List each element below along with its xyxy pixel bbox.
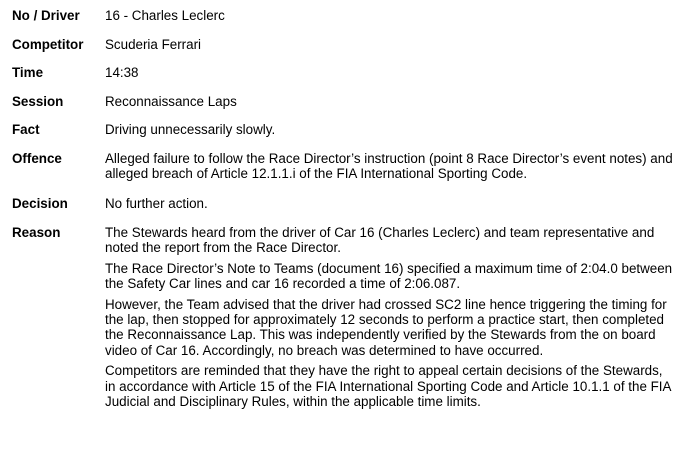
reason-paragraph: The Stewards heard from the driver of Car 16 (Charles Leclerc) and team representative and noted the report from the Race Director. [105,225,655,256]
value-no-driver: 16 - Charles Leclerc [105,8,225,23]
label-fact: Fact [12,122,40,137]
reason-body [105,225,675,414]
label-session: Session [12,94,64,109]
reason-paragraph: The Race Director’s Note to Teams (document 16) specified a maximum time of 2:04.0 between the Safety Car lines and car 16 recorded a time of 2:06.087. [105,260,673,292]
reason-paragraph: Competitors are reminded that they have the right to appeal certain decisions of the Stewards, in accordance with Article 15 of the FIA International Sporting Code and Article 10.1.1 of the FIA Judicial and Disciplinary Rules, within the applicable time limits. [105,363,671,410]
label-no-driver: No / Driver [12,8,80,23]
value-decision: No further action. [105,196,208,211]
label-time: Time [12,65,44,80]
label-decision: Decision [12,196,68,211]
value-fact: Driving unnecessarily slowly. [105,122,276,137]
value-offence: Alleged failure to follow the Race Director’s instruction (point 8 Race Director’s event notes) and alleged breach of Article 12.1.1.i of the FIA International Sporting Code. [105,151,673,182]
value-session: Reconnaissance Laps [105,94,237,109]
reason-paragraph: However, the Team advised that the driver had crossed SC2 line hence triggering the timing for the lap, then stopped for approximately 12 seconds to perform a practice start, then completed the Reconnaissance Lap. This was independently verified by the Stewards from the on board video of Car 16. Accordingly, no breach was determined to have occurred. [105,296,667,358]
value-time: 14:38 [105,65,139,80]
label-competitor: Competitor [12,37,84,52]
value-competitor: Scuderia Ferrari [105,37,201,52]
label-reason: Reason [12,225,61,240]
label-offence: Offence [12,151,62,166]
